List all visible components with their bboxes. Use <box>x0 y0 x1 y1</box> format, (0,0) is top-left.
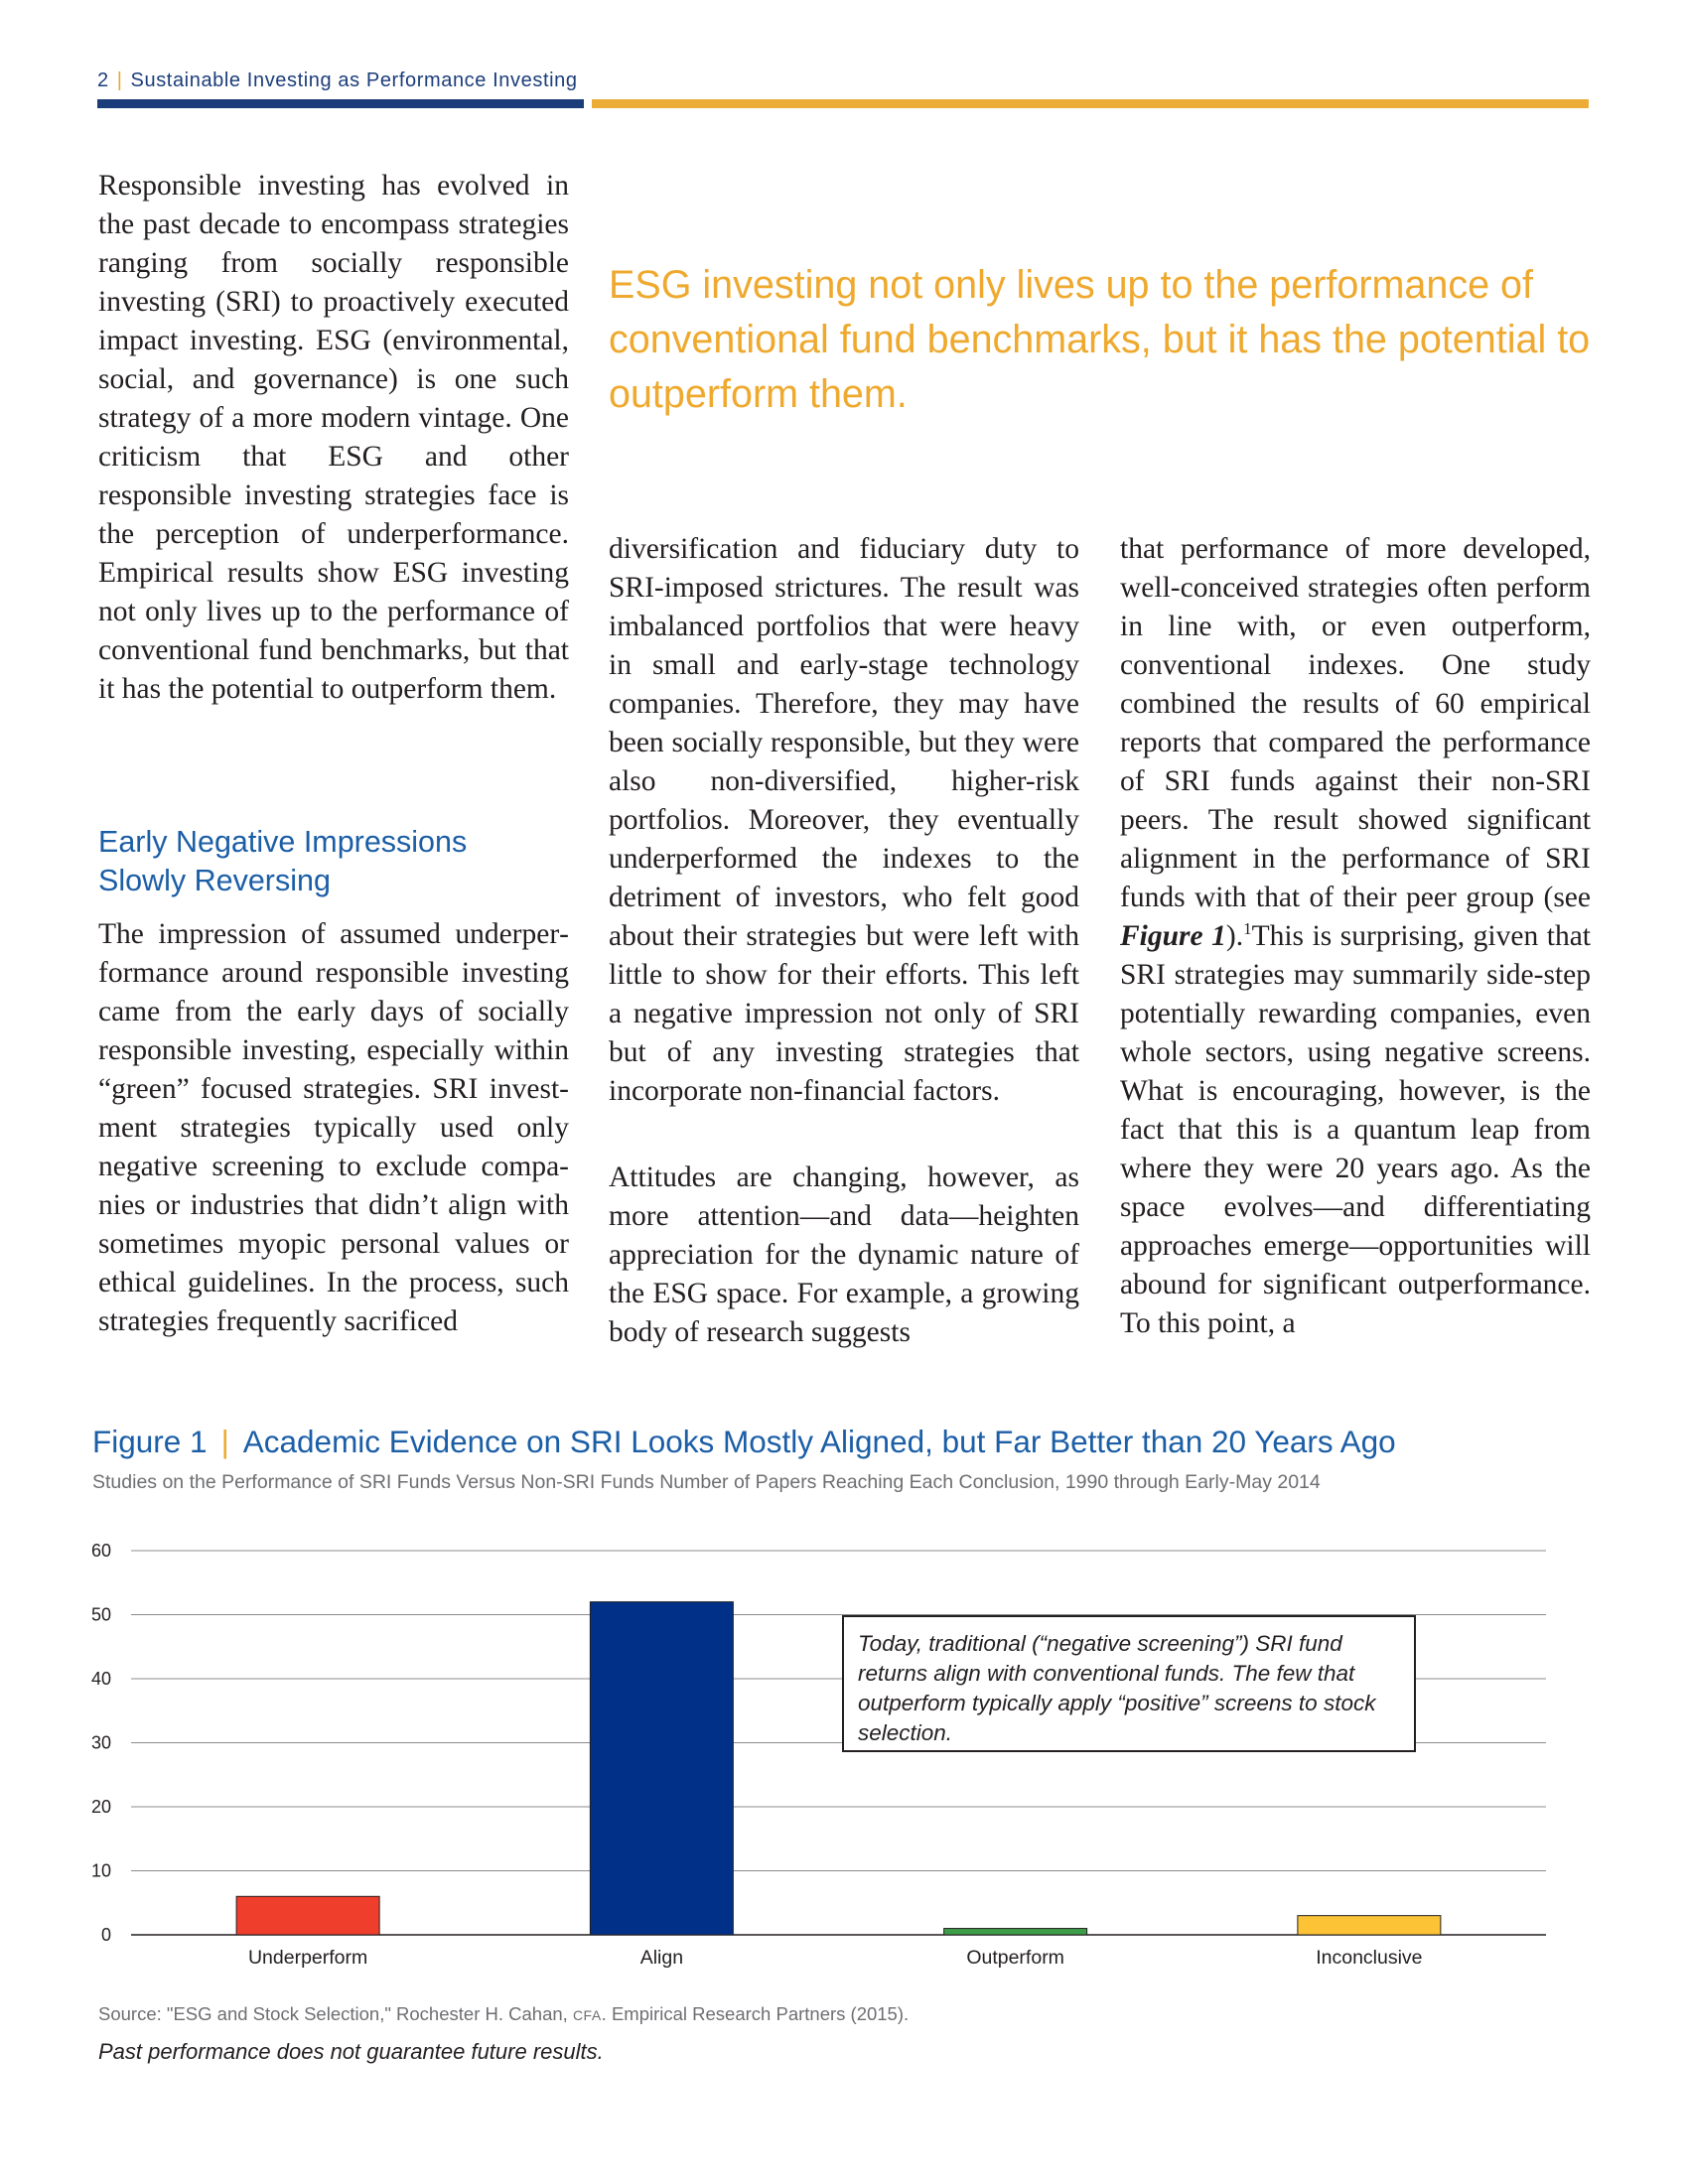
x-tick-label: Outperform <box>966 1947 1064 1969</box>
figure-title <box>92 1424 1396 1460</box>
column-2-paragraph-1: diversification and fiduciary duty to SRI-imposed strictures. The result was imbalanced portfolios that were heavy in small and early-stage technology companies. Therefore, they may have been socially responsible, but they were also non-diversified, higher-risk portfolios. Moreover, they eventually underperformed the indexes to the detriment of investors, who felt good about their strategies but were left with little to show for their efforts. This left a negative impression not only of SRI but of any investing strategies that incorporate non-financial factors. <box>609 533 1079 1107</box>
figure-title-text: Academic Evidence on SRI Looks Mostly Aligned, but Far Better than 20 Years Ago <box>242 1424 1396 1459</box>
figure-source <box>98 2003 909 2025</box>
y-tick-label: 20 <box>90 1797 111 1817</box>
y-tick-label: 60 <box>90 1541 111 1561</box>
bar-align <box>590 1602 733 1935</box>
column-1 <box>98 167 569 709</box>
section-paragraph: The impression of assumed underperformance around responsible investing came from the early days of socially responsible investing, especially within “green” focused strategies. SRI investment strategies typically used only negative screening to exclude companies or industries that didn’t align with sometimes myopic personal values or ethical guidelines. In the process, such strategies frequently sacrificed <box>98 918 569 1337</box>
column-1-lower <box>98 915 569 1341</box>
pull-quote: ESG investing not only lives up to the performance of conventional fund benchmarks, but it has the potential to outperform them. <box>609 263 1591 416</box>
source-suffix: . Empirical Research Partners (2015). <box>601 2003 910 2024</box>
section-heading <box>98 823 569 900</box>
column-3-text-before: that performance of more developed, well-conceived strategies often perform in line with, or even outperform, conventional indexes. One study combined the results of 60 empirical reports that compared the performance of SRI funds against their non-SRI peers. The result showed significant alignment in the performance of SRI funds with that of their peer group (see <box>1120 533 1591 913</box>
source-prefix: Source: "ESG and Stock Selection," Rochester H. Cahan, <box>98 2003 573 2024</box>
header-rule-blue <box>97 99 584 108</box>
column-3-paragraph <box>1120 530 1591 1343</box>
performance-disclaimer: Past performance does not guarantee future results. <box>98 2039 604 2064</box>
figure-label: Figure 1 <box>92 1424 208 1459</box>
running-title: Sustainable Investing as Performance Investing <box>130 69 578 91</box>
figure-title-separator: | <box>220 1424 229 1459</box>
column-3-text-after: This is surprising, given that SRI strategies may summarily side-step potentially rewarding companies, even whole sectors, using negative screens. What is encouraging, however, is the fact that this is a quantum leap from where they were 20 years ago. As the space evolves—and differentiating approaches emerge—opportunities will abound for significant outperformance. To this point, a <box>1120 920 1591 1339</box>
column-3 <box>1120 530 1591 1343</box>
figure-reference-link[interactable]: Figure 1 <box>1120 920 1226 952</box>
x-tick-label: Align <box>639 1947 684 1969</box>
bar-chart <box>79 1529 1599 1995</box>
column-2-paragraph-2: Attitudes are changing, however, as more attention—and data—heighten appreciation for the dynamic nature of the ESG space. For example, a growing body of research suggests <box>609 1161 1079 1348</box>
page-header <box>97 69 1589 113</box>
x-tick-label: Underperform <box>247 1947 368 1969</box>
section-heading-line2: Slowly Reversing <box>98 864 331 897</box>
y-tick-label: 0 <box>100 1925 111 1945</box>
chart-annotation: Today, traditional (“negative screening”) SRI fund returns align with conventional funds. The few that outperform typically apply “positive” screens to stock selection. <box>842 1615 1416 1752</box>
y-tick-label: 30 <box>90 1732 111 1753</box>
intro-paragraph: Responsible investing has evolved in the past decade to encompass strategies ranging from socially responsible investing (SRI) to proactively executed impact investing. ESG (environmental, social, and governance) is one such strategy of a more modern vintage. One criticism that ESG and other responsible investing strategies face is the perception of underperformance. Empirical results show ESG investing not only lives up to the performance of conventional fund benchmarks, but that it has the potential to outperform them. <box>98 170 569 705</box>
header-separator: | <box>116 69 123 91</box>
y-tick-label: 40 <box>90 1669 111 1689</box>
source-cfa: CFA <box>572 2007 602 2023</box>
column-2 <box>609 530 1079 1352</box>
header-rule-gold <box>592 99 1589 108</box>
bar-underperform <box>236 1896 379 1935</box>
page-number: 2 <box>97 69 109 91</box>
section-heading-line1: Early Negative Impressions <box>98 825 468 859</box>
column-3-text-mid: ). <box>1225 920 1244 952</box>
x-tick-label: Inconclusive <box>1316 1947 1423 1969</box>
running-head <box>97 69 578 92</box>
bar-outperform <box>944 1929 1087 1935</box>
footnote-marker[interactable]: 1 <box>1243 919 1252 939</box>
bar-inconclusive <box>1298 1916 1441 1935</box>
y-tick-label: 50 <box>90 1604 111 1625</box>
figure-subtitle: Studies on the Performance of SRI Funds Versus Non-SRI Funds Number of Papers Reaching Each Conclusion, 1990 through Early-May 2014 <box>92 1471 1321 1493</box>
y-tick-label: 10 <box>90 1860 111 1881</box>
